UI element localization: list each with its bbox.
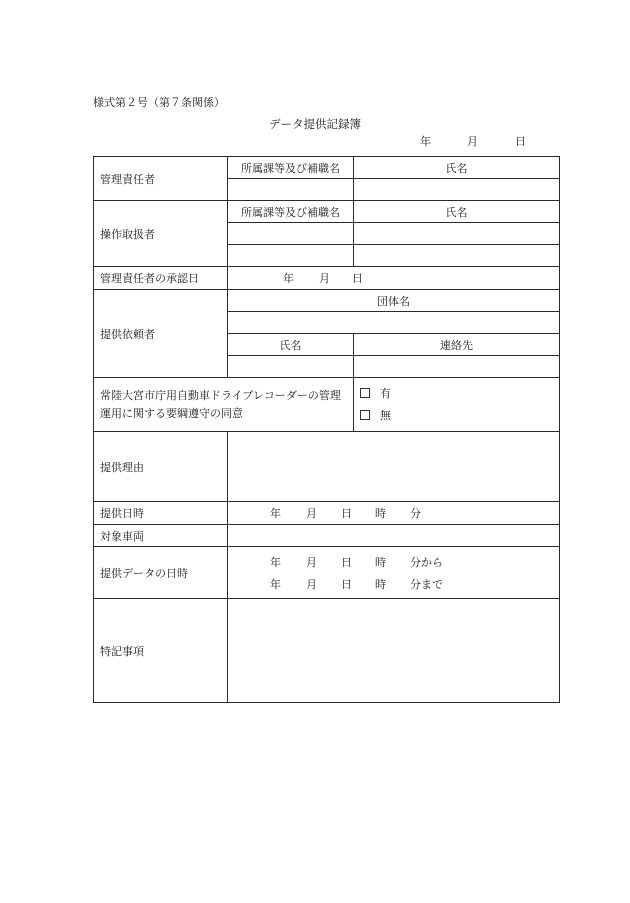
data-from-year-unit: 年 (270, 555, 281, 569)
checkbox-no[interactable] (360, 410, 370, 420)
manager-label: 管理責任者 (94, 157, 228, 201)
requester-name-field[interactable] (228, 356, 354, 378)
provide-month-unit: 月 (306, 507, 317, 520)
agreement-label: 常陸大宮市庁用自動車ドライブレコーダーの管理運用に関する要綱遵守の同意 (94, 378, 354, 432)
notes-field[interactable] (228, 599, 560, 703)
data-from-suffix: 分から (410, 555, 443, 569)
agreement-yes-label: 有 (380, 386, 391, 400)
approval-date-label: 管理責任者の承認日 (94, 267, 228, 290)
operator-name-field-1[interactable] (354, 223, 560, 245)
provide-day-unit: 日 (341, 507, 352, 520)
approval-date-field[interactable] (228, 267, 560, 290)
reason-label: 提供理由 (94, 432, 228, 502)
operator-name-header: 氏名 (354, 201, 560, 223)
requester-contact-field[interactable] (354, 356, 560, 378)
checkbox-yes[interactable] (360, 388, 370, 398)
approval-month-unit: 月 (319, 272, 330, 285)
header-date-year: 年 (420, 135, 431, 148)
reason-field[interactable] (228, 432, 560, 502)
data-to-hour-unit: 時 (375, 577, 386, 591)
operator-dept-header: 所属課等及び補職名 (228, 201, 354, 223)
agreement-yes-option[interactable] (360, 383, 553, 405)
operator-name-field-2[interactable] (354, 245, 560, 267)
data-to-day-unit: 日 (341, 577, 352, 591)
manager-name-field[interactable] (354, 179, 560, 201)
data-datetime-label: 提供データの日時 (94, 547, 228, 599)
vehicle-field[interactable] (228, 525, 560, 547)
data-to-month-unit: 月 (306, 577, 317, 591)
agreement-no-option[interactable] (360, 405, 553, 427)
operator-dept-field-1[interactable] (228, 223, 354, 245)
vehicle-label: 対象車両 (94, 525, 228, 547)
manager-dept-field[interactable] (228, 179, 354, 201)
requester-contact-header: 連絡先 (354, 334, 560, 356)
provide-minute-unit: 分 (410, 507, 421, 520)
provide-datetime-field[interactable] (228, 502, 560, 525)
data-datetime-field[interactable] (228, 547, 560, 599)
provide-year-unit: 年 (270, 507, 281, 520)
provide-datetime-label: 提供日時 (94, 502, 228, 525)
requester-name-header: 氏名 (228, 334, 354, 356)
data-to-year-unit: 年 (270, 577, 281, 591)
agreement-options (354, 378, 560, 432)
manager-dept-header: 所属課等及び補職名 (228, 157, 354, 179)
header-date-day: 日 (515, 135, 526, 148)
data-from-month-unit: 月 (306, 555, 317, 569)
form-number-label: 様式第２号（第７条関係） (93, 96, 225, 109)
requester-org-field[interactable] (228, 312, 560, 334)
manager-name-header: 氏名 (354, 157, 560, 179)
provide-hour-unit: 時 (375, 507, 386, 520)
data-from-hour-unit: 時 (375, 555, 386, 569)
data-from-day-unit: 日 (341, 555, 352, 569)
header-date-month: 月 (467, 135, 478, 148)
approval-day-unit: 日 (352, 272, 363, 285)
operator-label: 操作取扱者 (94, 201, 228, 267)
requester-label: 提供依頼者 (94, 290, 228, 378)
notes-label: 特記事項 (94, 599, 228, 703)
record-form-table (93, 156, 560, 703)
document-title: データ提供記録簿 (269, 117, 361, 131)
approval-year-unit: 年 (283, 272, 294, 285)
operator-dept-field-2[interactable] (228, 245, 354, 267)
requester-org-header: 団体名 (228, 290, 560, 312)
agreement-no-label: 無 (380, 408, 391, 422)
data-to-suffix: 分まで (410, 577, 443, 591)
